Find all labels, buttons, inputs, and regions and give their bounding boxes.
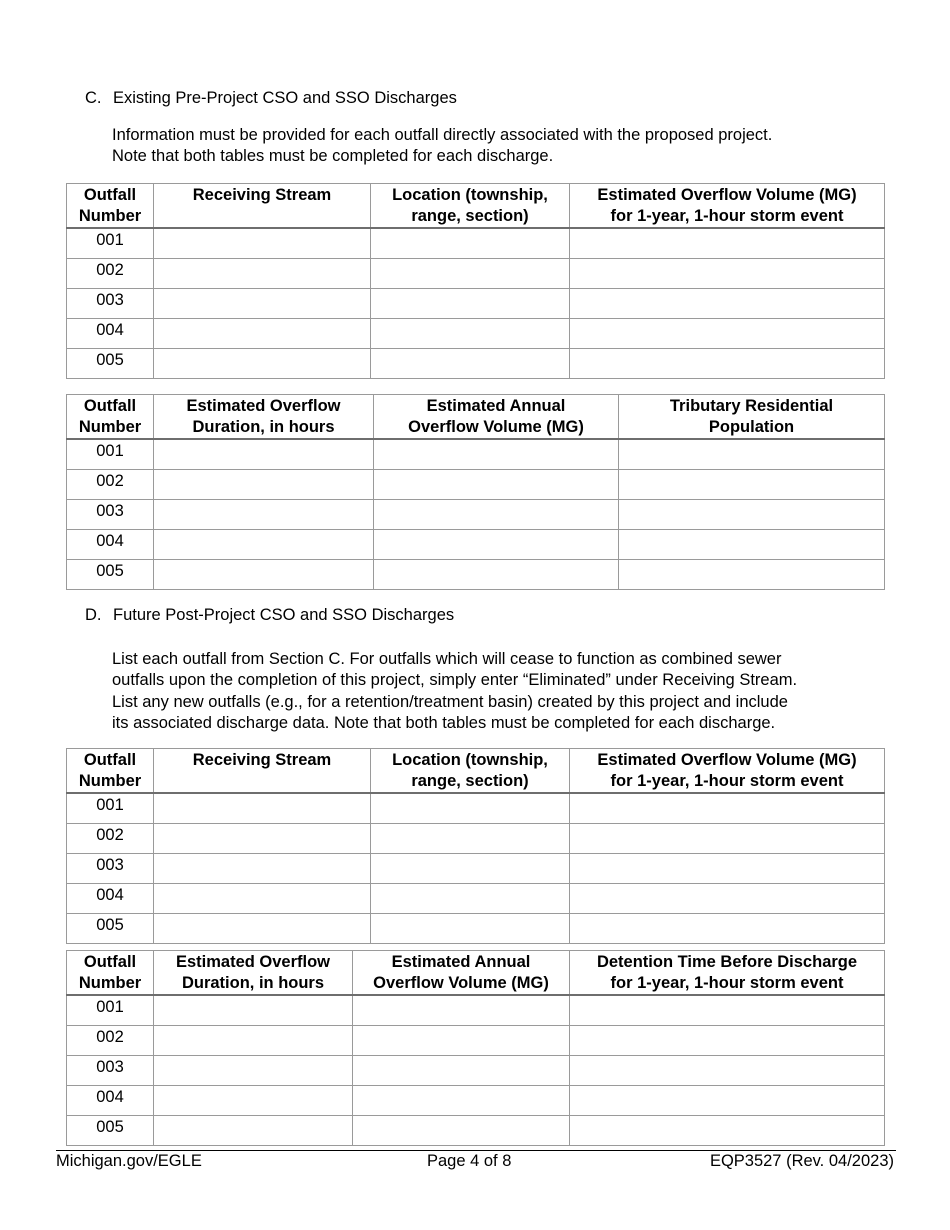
outfall-number-cell: 002 (67, 1026, 154, 1056)
location-field[interactable] (371, 228, 570, 259)
overflow-duration-field[interactable] (154, 1116, 353, 1146)
annual-volume-field[interactable] (353, 1086, 570, 1116)
section-c-table-1 (66, 183, 885, 379)
overflow-duration-field[interactable] (154, 470, 374, 500)
receiving-stream-field[interactable] (154, 793, 371, 824)
outfall-number-cell: 005 (67, 1116, 154, 1146)
detention-time-field[interactable] (570, 1026, 885, 1056)
population-field[interactable] (619, 530, 885, 560)
header-outfall-number: Outfall Number (67, 749, 154, 794)
outfall-number-cell: 003 (67, 854, 154, 884)
location-field[interactable] (371, 349, 570, 379)
header-receiving-stream: Receiving Stream (154, 749, 371, 794)
table-row (67, 560, 885, 590)
table-header-row (67, 951, 885, 996)
location-field[interactable] (371, 914, 570, 944)
outfall-number-cell: 004 (67, 530, 154, 560)
annual-volume-field[interactable] (374, 500, 619, 530)
overflow-duration-field[interactable] (154, 439, 374, 470)
annual-volume-field[interactable] (374, 560, 619, 590)
table-header-row (67, 749, 885, 794)
outfall-number-cell: 004 (67, 1086, 154, 1116)
footer-page-number: Page 4 of 8 (427, 1152, 512, 1170)
outfall-number-cell: 003 (67, 1056, 154, 1086)
annual-volume-field[interactable] (353, 1056, 570, 1086)
outfall-number-cell: 002 (67, 824, 154, 854)
header-estimated-overflow-volume: Estimated Overflow Volume (MG) for 1-year, 1-hour storm event (570, 749, 885, 794)
outfall-number-cell: 001 (67, 995, 154, 1026)
receiving-stream-field[interactable] (154, 914, 371, 944)
annual-volume-field[interactable] (353, 995, 570, 1026)
outfall-number-cell: 002 (67, 470, 154, 500)
overflow-duration-field[interactable] (154, 1086, 353, 1116)
outfall-number-cell: 001 (67, 439, 154, 470)
table-row (67, 1026, 885, 1056)
table-row (67, 259, 885, 289)
overflow-duration-field[interactable] (154, 995, 353, 1026)
annual-volume-field[interactable] (374, 530, 619, 560)
annual-volume-field[interactable] (353, 1116, 570, 1146)
location-field[interactable] (371, 319, 570, 349)
annual-volume-field[interactable] (374, 470, 619, 500)
overflow-duration-field[interactable] (154, 1026, 353, 1056)
table-row (67, 530, 885, 560)
outfall-number-cell: 004 (67, 319, 154, 349)
section-c-instructions (112, 125, 902, 168)
header-outfall-number: Outfall Number (67, 951, 154, 996)
outfall-number-cell: 003 (67, 289, 154, 319)
location-field[interactable] (371, 824, 570, 854)
overflow-duration-field[interactable] (154, 500, 374, 530)
overflow-duration-field[interactable] (154, 1056, 353, 1086)
table-row (67, 319, 885, 349)
header-location: Location (township, range, section) (371, 184, 570, 229)
outfall-number-cell: 005 (67, 349, 154, 379)
header-estimated-overflow-volume: Estimated Overflow Volume (MG) for 1-year, 1-hour storm event (570, 184, 885, 229)
table-row (67, 1086, 885, 1116)
detention-time-field[interactable] (570, 1056, 885, 1086)
receiving-stream-field[interactable] (154, 824, 371, 854)
table-header-row (67, 395, 885, 440)
overflow-volume-field[interactable] (570, 228, 885, 259)
receiving-stream-field[interactable] (154, 349, 371, 379)
location-field[interactable] (371, 289, 570, 319)
header-annual-overflow-volume: Estimated Annual Overflow Volume (MG) (374, 395, 619, 440)
receiving-stream-field[interactable] (154, 884, 371, 914)
overflow-volume-field[interactable] (570, 824, 885, 854)
overflow-volume-field[interactable] (570, 793, 885, 824)
section-d-line-2: outfalls upon the completion of this project, simply enter “Eliminated” under Receiving Stream. (112, 671, 798, 690)
table-row (67, 793, 885, 824)
section-d-letter: D. (85, 606, 102, 624)
header-receiving-stream: Receiving Stream (154, 184, 371, 229)
receiving-stream-field[interactable] (154, 289, 371, 319)
table-row (67, 914, 885, 944)
outfall-number-cell: 002 (67, 259, 154, 289)
location-field[interactable] (371, 259, 570, 289)
population-field[interactable] (619, 500, 885, 530)
section-c-table-2 (66, 394, 885, 590)
table-row (67, 439, 885, 470)
section-d-title: Future Post-Project CSO and SSO Discharges (113, 606, 455, 624)
section-d-heading (85, 606, 454, 625)
outfall-number-cell: 005 (67, 914, 154, 944)
detention-time-field[interactable] (570, 1086, 885, 1116)
outfall-number-cell: 004 (67, 884, 154, 914)
outfall-number-cell: 001 (67, 228, 154, 259)
receiving-stream-field[interactable] (154, 259, 371, 289)
section-d-table-1 (66, 748, 885, 944)
header-location: Location (township, range, section) (371, 749, 570, 794)
population-field[interactable] (619, 560, 885, 590)
receiving-stream-field[interactable] (154, 228, 371, 259)
header-outfall-number: Outfall Number (67, 395, 154, 440)
overflow-volume-field[interactable] (570, 259, 885, 289)
outfall-number-cell: 001 (67, 793, 154, 824)
header-detention-time: Detention Time Before Discharge for 1-year, 1-hour storm event (570, 951, 885, 996)
table-row (67, 854, 885, 884)
receiving-stream-field[interactable] (154, 319, 371, 349)
footer-form-id: EQP3527 (Rev. 04/2023) (709, 1152, 894, 1170)
header-annual-overflow-volume: Estimated Annual Overflow Volume (MG) (353, 951, 570, 996)
table-row (67, 289, 885, 319)
location-field[interactable] (371, 884, 570, 914)
section-c-letter: C. (85, 89, 102, 107)
detention-time-field[interactable] (570, 1116, 885, 1146)
section-c-heading (85, 89, 457, 108)
overflow-volume-field[interactable] (570, 289, 885, 319)
header-overflow-duration: Estimated Overflow Duration, in hours (154, 951, 353, 996)
table-row (67, 1116, 885, 1146)
population-field[interactable] (619, 439, 885, 470)
overflow-duration-field[interactable] (154, 560, 374, 590)
table-row (67, 500, 885, 530)
section-c-title: Existing Pre-Project CSO and SSO Discharges (113, 89, 457, 107)
overflow-volume-field[interactable] (570, 349, 885, 379)
population-field[interactable] (619, 470, 885, 500)
location-field[interactable] (371, 854, 570, 884)
section-d-instructions (112, 649, 902, 734)
table-row (67, 884, 885, 914)
footer-website: Michigan.gov/EGLE (56, 1152, 202, 1170)
section-c-line-2: Note that both tables must be completed for each discharge. (112, 147, 554, 166)
annual-volume-field[interactable] (353, 1026, 570, 1056)
header-tributary-population: Tributary Residential Population (619, 395, 885, 440)
footer-divider (56, 1150, 896, 1151)
table-row (67, 824, 885, 854)
header-overflow-duration: Estimated Overflow Duration, in hours (154, 395, 374, 440)
outfall-number-cell: 005 (67, 560, 154, 590)
detention-time-field[interactable] (570, 995, 885, 1026)
overflow-volume-field[interactable] (570, 854, 885, 884)
table-row (67, 349, 885, 379)
overflow-volume-field[interactable] (570, 319, 885, 349)
section-d-line-1: List each outfall from Section C. For outfalls which will cease to function as combined sewer (112, 650, 782, 668)
section-d-line-4: its associated discharge data. Note that both tables must be completed for each discharge. (112, 713, 776, 732)
header-outfall-number: Outfall Number (67, 184, 154, 229)
table-row (67, 1056, 885, 1086)
table-row (67, 470, 885, 500)
section-d-line-3: List any new outfalls (e.g., for a retention/treatment basin) created by this project and include (112, 692, 788, 711)
overflow-duration-field[interactable] (154, 530, 374, 560)
table-row (67, 228, 885, 259)
annual-volume-field[interactable] (374, 439, 619, 470)
overflow-volume-field[interactable] (570, 884, 885, 914)
table-header-row (67, 184, 885, 229)
outfall-number-cell: 003 (67, 500, 154, 530)
section-c-line-1: Information must be provided for each outfall directly associated with the proposed project. (112, 126, 773, 144)
table-row (67, 995, 885, 1026)
location-field[interactable] (371, 793, 570, 824)
receiving-stream-field[interactable] (154, 854, 371, 884)
section-d-table-2 (66, 950, 885, 1146)
overflow-volume-field[interactable] (570, 914, 885, 944)
